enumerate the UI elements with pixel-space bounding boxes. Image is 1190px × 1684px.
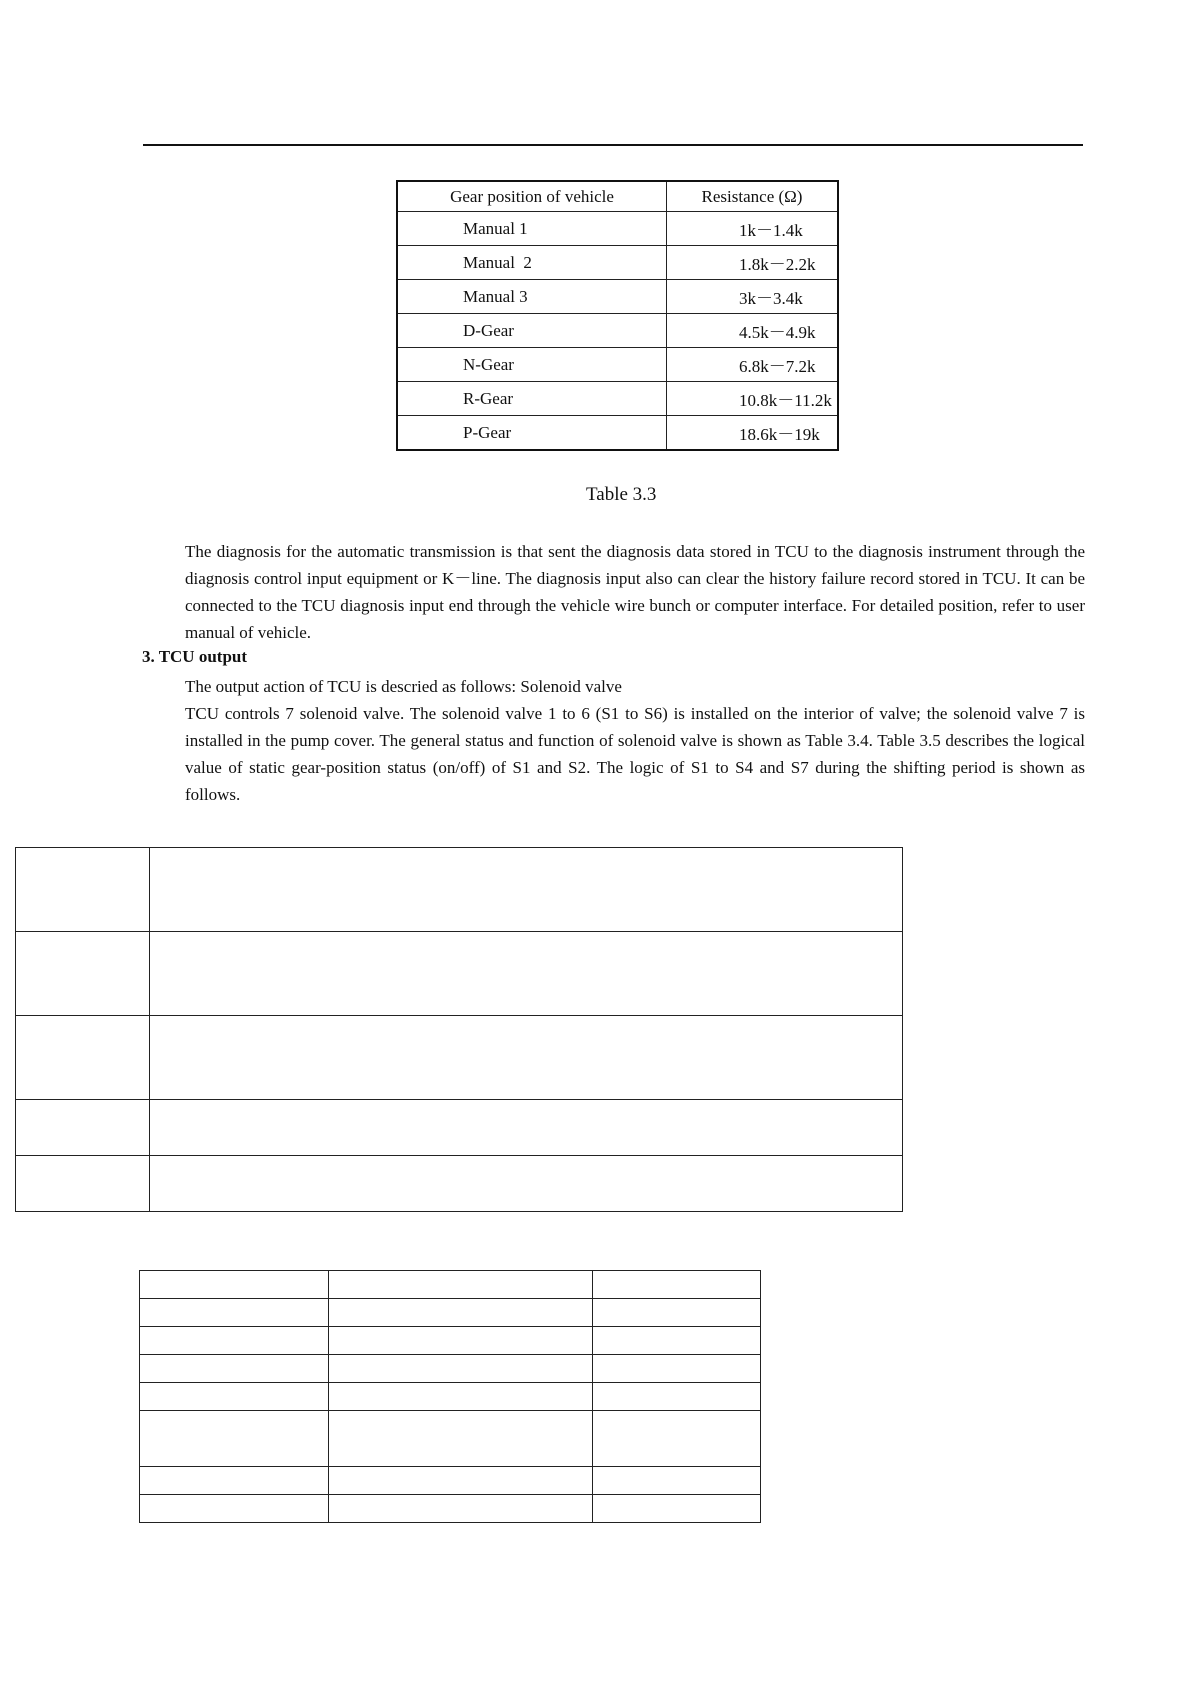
table-row xyxy=(16,848,903,932)
table-row xyxy=(140,1383,761,1411)
table-cell xyxy=(150,1100,903,1156)
table-cell xyxy=(140,1299,329,1327)
table-cell xyxy=(140,1411,329,1467)
table-cell xyxy=(16,1156,150,1212)
table-3-4-empty xyxy=(15,847,903,1212)
resistance-cell: 4.5k－4.9k xyxy=(667,314,839,348)
table-cell xyxy=(329,1411,593,1467)
table-cell xyxy=(140,1383,329,1411)
resistance-cell: 3k－3.4k xyxy=(667,280,839,314)
header-rule xyxy=(143,144,1083,146)
resistance-cell: 18.6k－19k xyxy=(667,416,839,451)
table-row xyxy=(16,932,903,1016)
table-cell xyxy=(140,1467,329,1495)
table-3-5-empty xyxy=(139,1270,761,1523)
table-row xyxy=(140,1299,761,1327)
table-row xyxy=(16,1100,903,1156)
table-cell xyxy=(329,1383,593,1411)
resistance-cell: 6.8k－7.2k xyxy=(667,348,839,382)
resistance-cell: 1.8k－2.2k xyxy=(667,246,839,280)
table-row xyxy=(140,1467,761,1495)
table-cell xyxy=(16,932,150,1016)
gear-cell: Manual 3 xyxy=(397,280,667,314)
table-cell xyxy=(329,1327,593,1355)
table-cell xyxy=(150,1156,903,1212)
table-row xyxy=(140,1411,761,1467)
table-cell xyxy=(593,1299,761,1327)
table-row xyxy=(16,1156,903,1212)
table-row xyxy=(140,1327,761,1355)
table-cell xyxy=(329,1355,593,1383)
table-cell xyxy=(140,1495,329,1523)
table-cell xyxy=(140,1271,329,1299)
table-caption: Table 3.3 xyxy=(586,484,657,505)
table-row xyxy=(397,314,838,348)
table-cell xyxy=(150,932,903,1016)
table-row xyxy=(397,280,838,314)
output-intro: The output action of TCU is descried as follows: Solenoid valve xyxy=(185,677,622,696)
resistance-cell: 10.8k－11.2k xyxy=(667,382,839,416)
table-cell xyxy=(593,1495,761,1523)
table-cell xyxy=(150,848,903,932)
table-cell xyxy=(329,1299,593,1327)
table-cell xyxy=(593,1327,761,1355)
gear-cell: D-Gear xyxy=(397,314,667,348)
table-cell xyxy=(16,848,150,932)
table-row xyxy=(397,382,838,416)
table-cell xyxy=(140,1355,329,1383)
table-row xyxy=(397,416,838,451)
table-3-3 xyxy=(396,180,839,451)
gear-cell: N-Gear xyxy=(397,348,667,382)
table-row xyxy=(397,246,838,280)
table-cell xyxy=(150,1016,903,1100)
table-cell xyxy=(16,1100,150,1156)
gear-cell: Manual 2 xyxy=(397,246,667,280)
table-row xyxy=(397,212,838,246)
resistance-cell: 1k－1.4k xyxy=(667,212,839,246)
gear-cell: R-Gear xyxy=(397,382,667,416)
table-cell xyxy=(329,1495,593,1523)
output-paragraph: TCU controls 7 solenoid valve. The solenoid valve 1 to 6 (S1 to S6) is installed on the interior of valve; the solenoid valve 7 is installed in the pump cover. The general status and function of solenoid valve is shown as Table 3.4. Table 3.5 describes the logical value of static gear-position status (on/off) of S1 and S2. The logic of S1 to S4 and S7 during the shifting period is shown as follows. xyxy=(185,704,1085,804)
table-cell xyxy=(593,1411,761,1467)
section-heading: 3. TCU output xyxy=(142,647,248,666)
table-cell xyxy=(593,1271,761,1299)
table-cell xyxy=(140,1327,329,1355)
table-row xyxy=(140,1271,761,1299)
table-cell xyxy=(593,1355,761,1383)
header-resistance: Resistance (Ω) xyxy=(667,181,839,212)
table-row xyxy=(140,1355,761,1383)
table-cell xyxy=(593,1383,761,1411)
table-header-row xyxy=(397,181,838,212)
header-gear-position: Gear position of vehicle xyxy=(397,181,667,212)
table-row xyxy=(397,348,838,382)
table-cell xyxy=(329,1467,593,1495)
gear-cell: P-Gear xyxy=(397,416,667,451)
gear-cell: Manual 1 xyxy=(397,212,667,246)
table-row xyxy=(16,1016,903,1100)
table-cell xyxy=(329,1271,593,1299)
diagnosis-paragraph: The diagnosis for the automatic transmission is that sent the diagnosis data stored in TCU to the diagnosis instrument through the diagnosis control input equipment or K－line. The diagnosis input also can clear the history failure record stored in TCU. It can be connected to the TCU diagnosis input end through the vehicle wire bunch or computer interface. For detailed position, refer to user manual of vehicle. xyxy=(185,542,1085,642)
table-row xyxy=(140,1495,761,1523)
table-cell xyxy=(593,1467,761,1495)
table-cell xyxy=(16,1016,150,1100)
